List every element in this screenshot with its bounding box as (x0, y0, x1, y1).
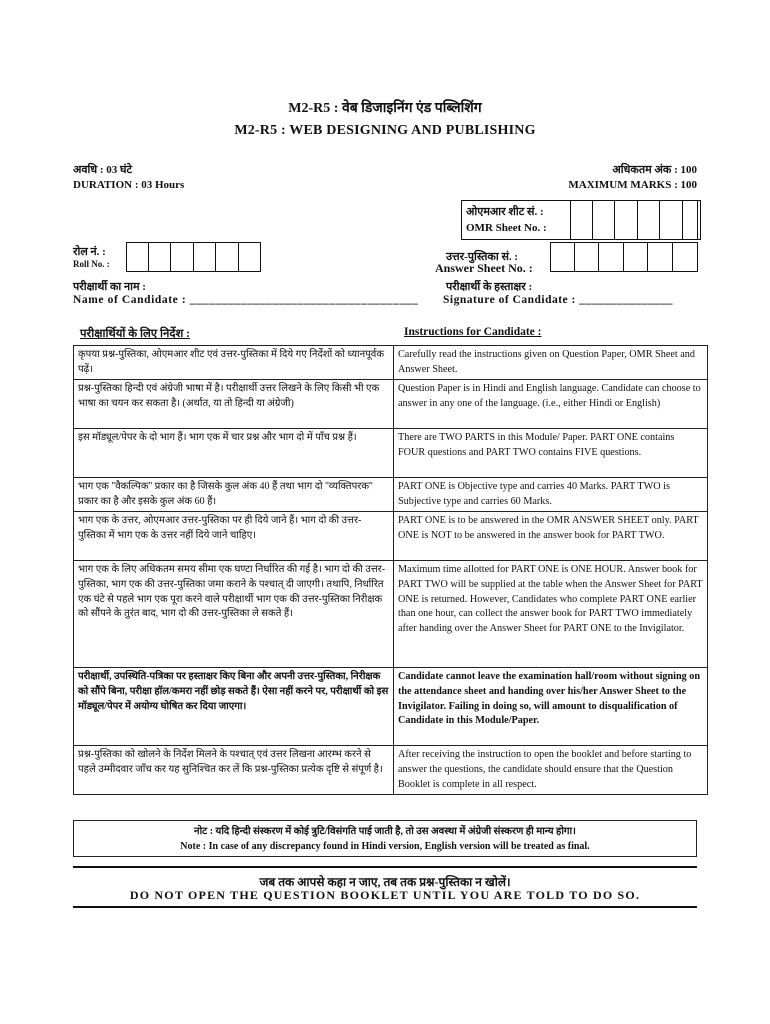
instruction-row (74, 429, 708, 478)
instruction-hindi: प्रश्न-पुस्तिका को खोलने के निर्देश मिलने के पश्चात् एवं उत्तर लिखना आरम्भ करने से पहले उम्मीदवार जाँच कर यह सुनिश्चित कर लें कि प्रश्न-पुस्तिका प्रत्येक दृष्टि से संपूर्ण है। (74, 746, 394, 795)
roll-digit-box[interactable] (194, 242, 217, 272)
instruction-row (74, 746, 708, 795)
instruction-row (74, 478, 708, 512)
roll-label-english: Roll No. : (73, 259, 110, 269)
roll-number-boxes[interactable] (126, 242, 261, 272)
footer-hindi: जब तक आपसे कहा न जाए, तब तक प्रश्न-पुस्तिका न खोलें। (259, 875, 511, 889)
name-label-hindi: परीक्षार्थी का नाम : (73, 281, 146, 293)
name-of-candidate-field[interactable]: Name of Candidate : ____________________________________ (73, 294, 419, 306)
instruction-hindi: प्रश्न-पुस्तिका हिन्दी एवं अंग्रेजी भाषा में है। परीक्षार्थी उत्तर लिखने के लिए किसी भी एक भाषा का चयन कर सकता है। (अर्थात, या तो हिन्दी या अंग्रेजी) (74, 380, 394, 429)
roll-label-hindi: रोल नं. : (73, 246, 106, 258)
roll-digit-box[interactable] (171, 242, 194, 272)
answer-digit-box[interactable] (648, 242, 673, 272)
instruction-english: Carefully read the instructions given on Question Paper, OMR Sheet and Answer Sheet. (394, 346, 708, 380)
instruction-row (74, 668, 708, 746)
duration-english: DURATION : 03 Hours (73, 179, 185, 191)
instruction-hindi: इस मॉड्यूल/पेपर के दो भाग हैं। भाग एक में चार प्रश्न और भाग दो में पाँच प्रश्न हैं। (74, 429, 394, 478)
answer-sheet-boxes[interactable] (550, 242, 698, 272)
signature-of-candidate-field[interactable]: Signature of Candidate : _______________ (443, 294, 673, 306)
answer-digit-box[interactable] (550, 242, 575, 272)
answer-digit-box[interactable] (575, 242, 600, 272)
instructions-table (73, 345, 708, 795)
instruction-english: After receiving the instruction to open the booklet and before starting to answer the questions, the candidate should ensure that the Question Booklet is complete in all respect. (394, 746, 708, 795)
instruction-hindi: भाग एक ''वैकल्पिक'' प्रकार का है जिसके कुल अंक 40 हैं तथा भाग दो ''व्यक्तिपरक'' प्रकार का है और इसके कुल अंक 60 हैं। (74, 478, 394, 512)
instruction-english: PART ONE is Objective type and carries 40 Marks. PART TWO is Subjective type and carries 60 Marks. (394, 478, 708, 512)
instruction-row (74, 380, 708, 429)
instructions-heading-english: Instructions for Candidate : (404, 326, 542, 338)
instruction-hindi: कृपया प्रश्न-पुस्तिका, ओएमआर शीट एवं उत्तर-पुस्तिका में दिये गए निर्देशों को ध्यानपूर्वक पढ़ें। (74, 346, 394, 380)
answer-digit-box[interactable] (599, 242, 624, 272)
max-marks-english: MAXIMUM MARKS : 100 (568, 179, 697, 191)
answer-digit-box[interactable] (624, 242, 649, 272)
divider-top (73, 866, 697, 868)
note-english: Note : In case of any discrepancy found in Hindi version, English version will be treated as final. (180, 841, 590, 852)
instruction-english: Candidate cannot leave the examination hall/room without signing on the attendance sheet and handing over his/her Answer Sheet to the Invigilator. Failing in doing so, will amount to disqualification of Candidate in this Module/Paper. (394, 668, 708, 746)
answer-sheet-label-hindi: उत्तर-पुस्तिका सं. : (446, 251, 519, 263)
omr-label-english: OMR Sheet No. : (466, 222, 547, 234)
instruction-row (74, 512, 708, 561)
divider-bottom (73, 906, 697, 908)
omr-digit-boxes[interactable] (570, 200, 701, 240)
instruction-hindi: परीक्षार्थी, उपस्थिति-पत्रिका पर हस्ताक्षर किए बिना और अपनी उत्तर-पुस्तिका, निरीक्षक को सौंपे बिना, परीक्षा हॉल/कमरा नहीं छोड़ सकते हैं। ऐसा नहीं करने पर, परीक्षार्थी को इस मॉड्यूल/पेपर में अयोग्य घोषित कर दिया जाएगा। (74, 668, 394, 746)
instruction-hindi: भाग एक के उत्तर, ओएमआर उत्तर-पुस्तिका पर ही दिये जाने हैं। भाग दो की उत्तर-पुस्तिका में भाग एक के उत्तर नहीं दिये जाने चाहिए। (74, 512, 394, 561)
max-marks-hindi: अधिकतम अंक : 100 (612, 164, 697, 176)
instruction-english: PART ONE is to be answered in the OMR ANSWER SHEET only. PART ONE is NOT to be answered in the answer book for PART TWO. (394, 512, 708, 561)
discrepancy-note (73, 820, 697, 857)
roll-digit-box[interactable] (126, 242, 149, 272)
footer-english: DO NOT OPEN THE QUESTION BOOKLET UNTIL YOU ARE TOLD TO DO SO. (129, 888, 641, 902)
roll-digit-box[interactable] (216, 242, 239, 272)
instruction-english: Question Paper is in Hindi and English language. Candidate can choose to answer in any one of the language. (i.e., either Hindi or English) (394, 380, 708, 429)
omr-digit-box[interactable] (660, 200, 683, 240)
answer-sheet-label-english: Answer Sheet No. : (435, 261, 533, 275)
omr-digit-box[interactable] (593, 200, 616, 240)
omr-label-hindi: ओएमआर शीट सं. : (466, 206, 544, 218)
omr-digit-box[interactable] (638, 200, 661, 240)
instruction-row (74, 561, 708, 668)
title-english: M2-R5 : WEB DESIGNING AND PUBLISHING (234, 123, 536, 138)
instruction-english: Maximum time allotted for PART ONE is ONE HOUR. Answer book for PART TWO will be supplied at the table when the Answer Sheet for PART ONE is returned. However, Candidates who complete PART ONE earlier than one hour, can collect the answer book for PART TWO immediately after handing over the Answer Sheet for PART ONE to the Invigilator. (394, 561, 708, 668)
instruction-english: There are TWO PARTS in this Module/ Paper. PART ONE contains FOUR questions and PART TWO contains FIVE questions. (394, 429, 708, 478)
instructions-heading-hindi: परीक्षार्थियों के लिए निर्देश : (80, 328, 190, 340)
instruction-row (74, 346, 708, 380)
title-hindi: M2-R5 : वेब डिजाइनिंग एंड पब्लिशिंग (288, 101, 482, 116)
roll-digit-box[interactable] (149, 242, 172, 272)
duration-hindi: अवधि : 03 घंटे (73, 164, 133, 176)
omr-digit-box[interactable] (570, 200, 593, 240)
signature-label-hindi: परीक्षार्थी के हस्ताक्षर : (446, 281, 533, 293)
omr-digit-box[interactable] (615, 200, 638, 240)
note-hindi: नोट : यदि हिन्दी संस्करण में कोई त्रुटि/विसंगति पाई जाती है, तो उस अवस्था में अंग्रेजी संस्करण ही मान्य होगा। (194, 826, 576, 837)
answer-digit-box[interactable] (673, 242, 698, 272)
omr-digit-box[interactable] (683, 200, 701, 240)
roll-digit-box[interactable] (239, 242, 262, 272)
instruction-hindi: भाग एक के लिए अधिकतम समय सीमा एक घण्टा निर्धारित की गई है। भाग दो की उत्तर-पुस्तिका, भाग एक की उत्तर-पुस्तिका जमा कराने के पश्चात् दी जाएगी। तथापि, निर्धारित एक घंटे से पहले भाग एक पूरा करने वाले परीक्षार्थी भाग एक की उत्तर-पुस्तिका निरीक्षक को सौंपने के तुरंत बाद, भाग दो की उत्तर-पुस्तिका ले सकते हैं। (74, 561, 394, 668)
